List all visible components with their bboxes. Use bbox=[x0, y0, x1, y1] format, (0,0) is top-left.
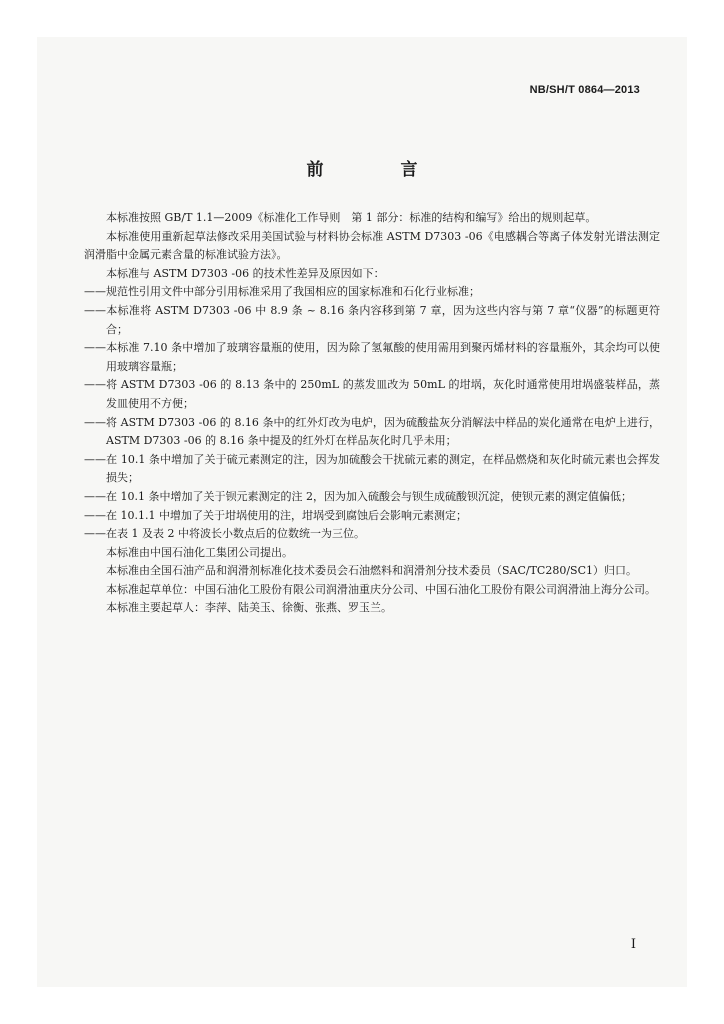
difference-item: ——在 10.1 条中增加了关于硫元素测定的注，因为加硫酸会干扰硫元素的测定，在样品燃烧和灰化时硫元素也会挥发损失； bbox=[84, 452, 660, 485]
document-body bbox=[84, 209, 660, 618]
difference-item: ——本标准 7.10 条中增加了玻璃容量瓶的使用，因为除了氢氟酸的使用需用到聚丙烯材料的容量瓶外，其余均可以使用玻璃容量瓶； bbox=[84, 341, 660, 373]
paragraph-drafters: 本标准主要起草人：李萍、陆美玉、徐衡、张燕、罗玉兰。 bbox=[106, 601, 392, 615]
difference-item: ——将 ASTM D7303 -06 的 8.13 条中的 250mL 的蒸发皿改为 50mL 的坩埚，灰化时通常使用坩埚盛装样品，蒸发皿使用不方便； bbox=[84, 378, 660, 410]
difference-item: ——将 ASTM D7303 -06 的 8.16 条中的红外灯改为电炉，因为硫酸盐灰分消解法中样品的炭化通常在电炉上进行，ASTM D7303 -06 的 8.16 条中提及的红外灯在样品灰化时几乎未用； bbox=[84, 415, 660, 448]
paragraph-differences-intro: 本标准与 ASTM D7303 -06 的技术性差异及原因如下： bbox=[106, 266, 385, 280]
paragraph-drafting-rules: 本标准按照 GB/T 1.1—2009《标准化工作导则 第 1 部分：标准的结构和编写》给出的规则起草。 bbox=[106, 211, 597, 224]
page-number: I bbox=[630, 937, 636, 952]
paragraph-drafting-units: 本标准起草单位：中国石油化工股份有限公司润滑油重庆分公司、中国石油化工股份有限公司润滑油上海分公司。 bbox=[106, 582, 656, 596]
paragraph-adoption-method: 本标准使用重新起草法修改采用美国试验与材料协会标准 ASTM D7303 -06《电感耦合等离子体发射光谱法测定润滑脂中金属元素含量的标准试验方法》。 bbox=[84, 229, 660, 262]
page-title: 前 言 bbox=[306, 160, 448, 180]
difference-item: ——规范性引用文件中部分引用标准采用了我国相应的国家标准和石化行业标准； bbox=[84, 285, 480, 299]
difference-item: ——在 10.1 条中增加了关于钡元素测定的注 2，因为加入硫酸会与钡生成硫酸钡沉淀，使钡元素的测定值偏低； bbox=[84, 489, 632, 503]
paragraph-proposer: 本标准由中国石油化工集团公司提出。 bbox=[106, 545, 293, 559]
standard-code: NB/SH/T 0864—2013 bbox=[529, 84, 640, 96]
difference-item: ——本标准将 ASTM D7303 -06 中 8.9 条 ~ 8.16 条内容移到第 7 章，因为这些内容与第 7 章“仪器”的标题更符合； bbox=[84, 303, 660, 336]
difference-item: ——在表 1 及表 2 中将波长小数点后的位数统一为三位。 bbox=[84, 527, 365, 541]
difference-item: ——在 10.1.1 中增加了关于坩埚使用的注，坩埚受到腐蚀后会影响元素测定； bbox=[84, 508, 467, 522]
paragraph-committee: 本标准由全国石油产品和润滑剂标准化技术委员会石油燃料和润滑剂分技术委员（SAC/TC280/SC1）归口。 bbox=[106, 564, 638, 578]
